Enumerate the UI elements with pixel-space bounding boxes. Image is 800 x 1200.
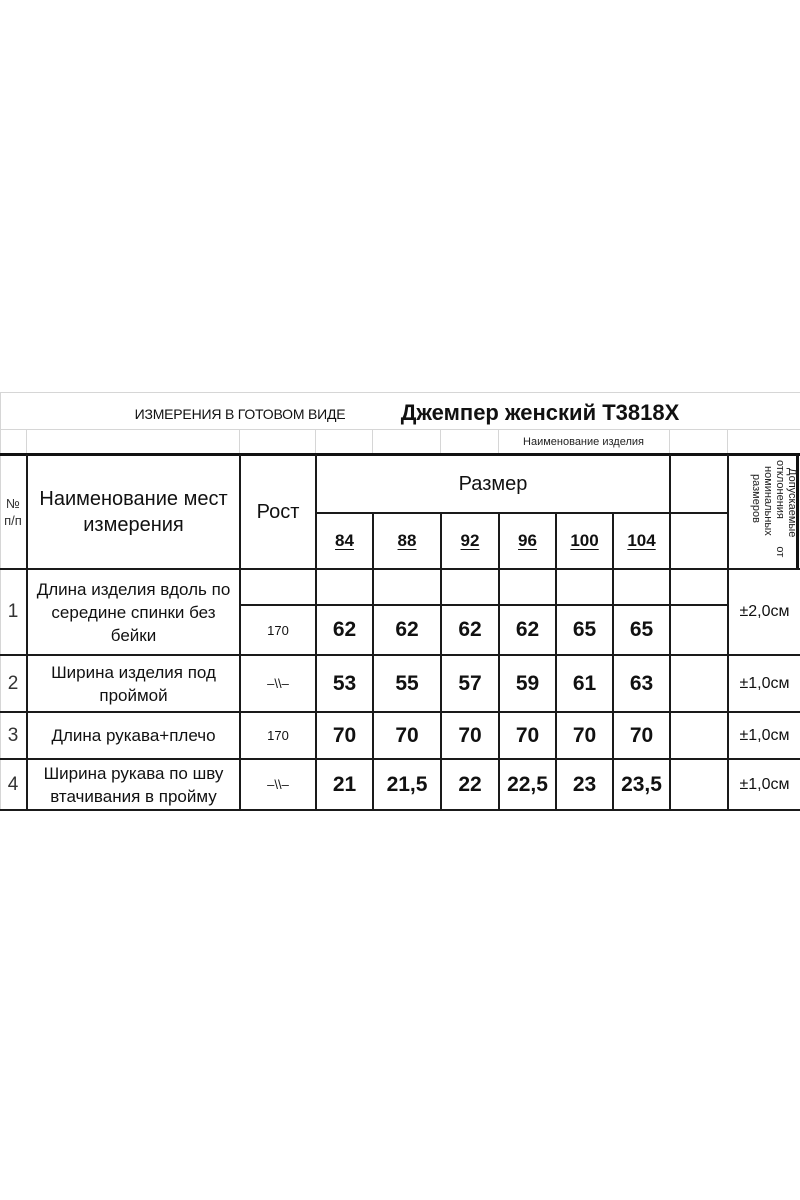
value-84: 53 <box>332 671 357 695</box>
measurement-name <box>28 760 239 809</box>
tolerance: ±1,0см <box>739 674 790 692</box>
name-text: Длина изделия вдоль по <box>36 579 231 599</box>
value-104: 65 <box>629 618 654 641</box>
value-104: 70 <box>629 723 654 747</box>
grid-line <box>0 392 1 454</box>
header-text: номинальных <box>762 466 774 536</box>
grid-line <box>239 429 240 454</box>
product-title: Джемпер женский Т3818Х <box>400 400 680 425</box>
name-text: Ширина рукава по шву <box>43 763 224 783</box>
column-header-tolerance <box>730 458 800 566</box>
header-text: Наименование мест <box>39 488 228 510</box>
name-text: втачивания в пройму <box>50 786 217 806</box>
measurement-name: Длина рукава+плечо <box>51 726 216 745</box>
row-number: 4 <box>7 773 19 795</box>
size-92: 92 <box>460 531 480 550</box>
value-96: 62 <box>515 618 540 641</box>
value-100: 70 <box>572 723 597 747</box>
size-84: 84 <box>335 531 354 550</box>
column-header-size: Размер <box>458 472 528 495</box>
measurement-name <box>28 570 239 654</box>
value-92: 57 <box>458 671 482 695</box>
row-number: 3 <box>7 724 19 746</box>
value-84: 62 <box>332 618 357 641</box>
tolerance: ±1,0см <box>739 775 790 793</box>
value-88: 62 <box>395 618 419 641</box>
value-88: 21,5 <box>386 772 428 796</box>
row-number: 2 <box>7 672 19 694</box>
tolerance: ±2,0см <box>739 603 790 620</box>
value-100: 23 <box>572 772 597 796</box>
value-96: 59 <box>515 671 540 695</box>
header-text: отклонения от <box>774 460 786 558</box>
value-96: 22,5 <box>507 772 548 796</box>
value-92: 22 <box>458 772 482 796</box>
name-text: середине спинки без бейки <box>51 602 216 645</box>
value-104: 63 <box>629 671 654 695</box>
size-96: 96 <box>518 531 537 550</box>
grid-line <box>727 429 728 454</box>
header-text: п/п <box>4 513 22 528</box>
name-text: проймой <box>99 685 168 705</box>
grid-line <box>0 392 800 393</box>
name-text: Ширина изделия под <box>51 662 216 682</box>
size-100: 100 <box>570 531 599 550</box>
value-88: 55 <box>395 671 419 695</box>
value-104: 23,5 <box>621 772 662 796</box>
grid-line <box>669 429 670 454</box>
height-value: 170 <box>267 622 289 638</box>
value-84: 21 <box>332 772 357 796</box>
value-100: 65 <box>572 618 597 641</box>
product-caption: Наименование изделия <box>523 435 644 448</box>
size-104: 104 <box>627 531 656 550</box>
grid-line <box>669 454 671 810</box>
value-92: 70 <box>458 723 482 747</box>
measurement-name <box>28 656 239 711</box>
grid-line <box>26 429 27 454</box>
header-text: Допускаемые <box>786 468 798 538</box>
value-88: 70 <box>395 723 419 747</box>
grid-line <box>0 809 800 811</box>
size-88: 88 <box>397 531 417 550</box>
grid-line <box>440 429 441 454</box>
value-84: 70 <box>332 723 357 747</box>
header-text: измерения <box>83 514 184 536</box>
header-text: № <box>6 496 20 511</box>
column-header-measurement <box>28 456 239 568</box>
column-header-number <box>0 456 26 568</box>
value-96: 70 <box>515 723 540 747</box>
tolerance: ±1,0см <box>739 726 790 744</box>
grid-line <box>315 429 316 454</box>
height-value: –\\– <box>267 676 289 691</box>
row-number: 1 <box>7 601 19 622</box>
grid-line <box>372 429 373 454</box>
height-value: 170 <box>267 728 289 743</box>
section-title: ИЗМЕРЕНИЯ В ГОТОВОМ ВИДЕ <box>134 406 346 422</box>
value-92: 62 <box>458 618 482 641</box>
height-value: –\\– <box>267 777 289 792</box>
header-text: размеров <box>750 474 762 523</box>
value-100: 61 <box>572 671 597 695</box>
column-header-height: Рост <box>256 500 300 523</box>
